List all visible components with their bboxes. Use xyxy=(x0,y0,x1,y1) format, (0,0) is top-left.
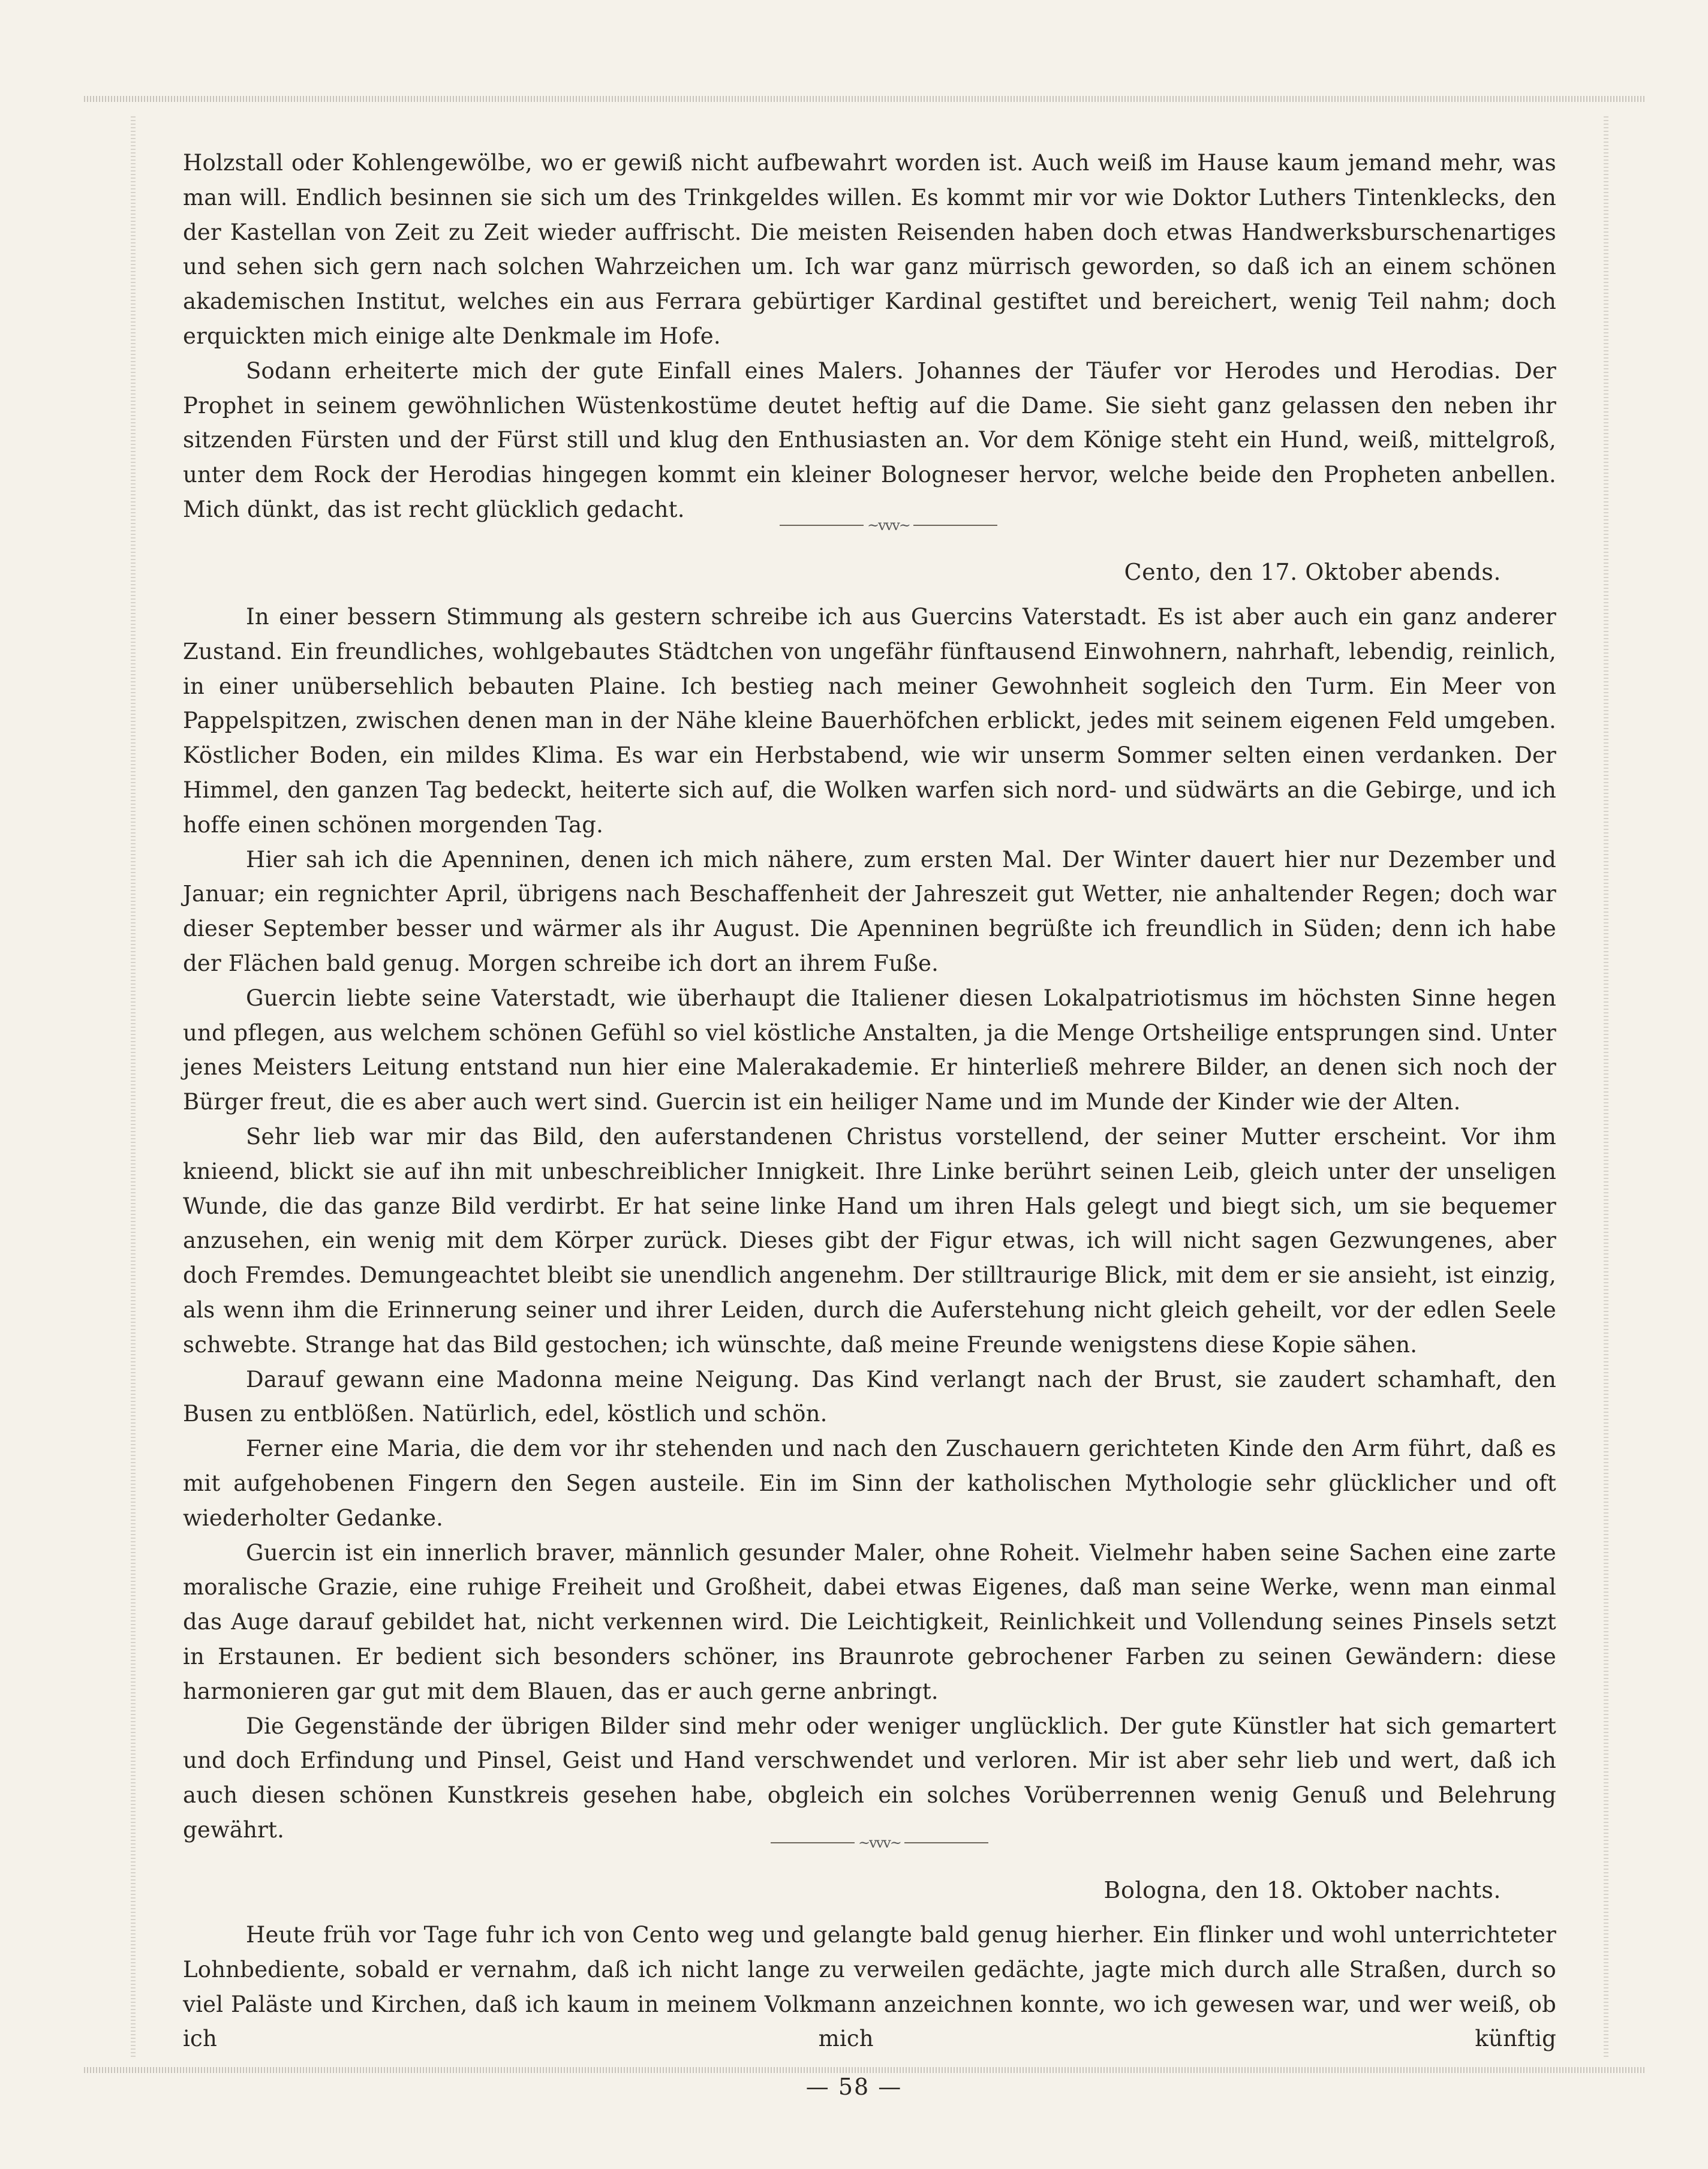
paragraph: In einer bessern Stimmung als gestern schreibe ich aus Guercins Vaterstadt. Es ist aber auch ein ganz anderer Zustand. Ein freundliches, wohlgebautes Städtchen von ungefähr fünftausend Einwohnern, nahrhaft, lebendig, reinlich, in einer unübersehlich bebauten Plaine. Ich bestieg nach meiner Gewohnheit sogleich den Turm. Ein Meer von Pappelspitzen, zwischen denen man in der Nähe kleine Bauerhöfchen erblickt, jedes mit seinem eigenen Feld umgeben. Köstlicher Boden, ein mildes Klima. Es war ein Herbstabend, wie wir unserm Sommer selten einen verdanken. Der Himmel, den ganzen Tag bedeckt, heiterte sich auf, die Wolken warfen sich nord- und südwärts an die Gebirge, und ich hoffe einen schönen morgenden Tag. xyxy=(183,604,1556,838)
paragraph: Sehr lieb war mir das Bild, den auferstandenen Christus vorstellend, der seiner Mutter erscheint. Vor ihm knieend, blickt sie auf ihn mit unbeschreiblicher Innigkeit. Ihre Linke berührt seinen Leib, gleich unter der unseligen Wunde, die das ganze Bild verdirbt. Er hat seine linke Hand um ihren Hals gelegt und biegt sich, um sie bequemer anzusehen, ein wenig mit dem Körper zurück. Dieses gibt der Figur etwas, ich will nicht sagen Gezwungenes, aber doch Fremdes. Demungeachtet bleibt sie unendlich angenehm. Der stilltraurige Blick, mit dem er sie ansieht, ist einzig, als wenn ihm die Erinnerung seiner und ihrer Leiden, durch die Auferstehung nicht gleich geheilt, vor der edlen Seele schwebte. Strange hat das Bild gestochen; ich wünschte, daß meine Freunde wenigstens diese Kopie sähen. xyxy=(183,1123,1556,1358)
page-number: — 58 — xyxy=(805,2074,903,2100)
divider-ornament: ~vvv~ xyxy=(858,1834,901,1851)
section-divider xyxy=(780,517,997,534)
left-border-rule xyxy=(131,114,136,2057)
section-divider xyxy=(771,1834,988,1851)
paragraph: Guercin liebte seine Vaterstadt, wie überhaupt die Italiener diesen Lokalpatriotismus im höchsten Sinne hegen und pflegen, aus welchem schönen Gefühl so viel köstliche Anstalten, ja die Menge Ortsheilige entsprungen sind. Unter jenes Meisters Leitung entstand nun hier eine Malerakademie. Er hinterließ mehrere Bilder, an denen sich noch der Bürger freut, die es aber auch wert sind. Guercin ist ein heiliger Name und im Munde der Kinder wie der Alten. xyxy=(183,985,1556,1115)
dateline-bologna: Bologna, den 18. Oktober nachts. xyxy=(1103,1877,1501,1903)
cento-section xyxy=(183,600,1556,1851)
divider-ornament: ~vvv~ xyxy=(867,517,910,534)
bologna-section xyxy=(183,1918,1556,2056)
paragraph: Heute früh vor Tage fuhr ich von Cento weg und gelangte bald genug hierher. Ein flinker und wohl unterrichteter Lohnbediente, sobald er vernahm, daß ich nicht lange zu verweilen gedächte, jagte mich durch alle Straßen, durch so viel Paläste und Kirchen, daß ich kaum in meinem Volkmann anzeichnen konnte, wo ich gewesen war, und wer weiß, ob ich mich künftig xyxy=(183,1922,1556,2052)
paragraph: Die Gegenstände der übrigen Bilder sind mehr oder weniger unglücklich. Der gute Künstler hat sich gemartert und doch Erfindung und Pinsel, Geist und Hand verschwendet und verloren. Mir ist aber sehr lieb und wert, daß ich auch diesen schönen Kunstkreis gesehen habe, obgleich ein solches Vorüberrennen wenig Genuß und Belehrung gewährt. xyxy=(183,1713,1556,1843)
dateline-cento: Cento, den 17. Oktober abends. xyxy=(1124,559,1501,585)
paragraph: Holzstall oder Kohlengewölbe, wo er gewiß nicht aufbewahrt worden ist. Auch weiß im Hause kaum jemand mehr, was man will. Endlich besinnen sie sich um des Trinkgeldes willen. Es kommt mir vor wie Doktor Luthers Tintenklecks, den der Kastellan von Zeit zu Zeit wieder auffrischt. Die meisten Reisenden haben doch etwas Handwerksburschenartiges und sehen sich gern nach solchen Wahrzeichen um. Ich war ganz mürrisch geworden, so daß ich an einem schönen akademischen Institut, welches ein aus Ferrara gebürtiger Kardinal gestiftet und bereichert, wenig Teil nahm; doch erquickten mich einige alte Denkmale im Hofe. xyxy=(183,150,1556,349)
bottom-ornamental-rule xyxy=(84,2067,1646,2073)
paragraph: Guercin ist ein innerlich braver, männlich gesunder Maler, ohne Roheit. Vielmehr haben seine Sachen eine zarte moralische Grazie, eine ruhige Freiheit und Großheit, dabei etwas Eigenes, daß man seine Werke, wenn man einmal das Auge darauf gebildet hat, nicht verkennen wird. Die Leichtigkeit, Reinlichkeit und Vollendung seines Pinsels setzt in Erstaunen. Er bedient sich besonders schöner, ins Braunrote gebrochener Farben zu seinen Gewändern: diese harmonieren gar gut mit dem Blauen, das er auch gerne anbringt. xyxy=(183,1539,1556,1704)
top-ornamental-rule xyxy=(84,96,1646,102)
paragraph: Ferner eine Maria, die dem vor ihr stehenden und nach den Zuschauern gerichteten Kinde den Arm führt, daß es mit aufgehobenen Fingern den Segen austeile. Ein im Sinn der katholischen Mythologie sehr glücklicher und oft wiederholter Gedanke. xyxy=(183,1436,1556,1531)
top-section xyxy=(183,146,1556,527)
paragraph: Sodann erheiterte mich der gute Einfall eines Malers. Johannes der Täufer vor Herodes und Herodias. Der Prophet in seinem gewöhnlichen Wüstenkostüme deutet heftig auf die Dame. Sie sieht ganz gelassen den neben ihr sitzenden Fürsten und der Fürst still und klug den Enthusiasten an. Vor dem Könige steht ein Hund, weiß, mittelgroß, unter dem Rock der Herodias hingegen kommt ein kleiner Bologneser hervor, welche beide den Propheten anbellen. Mich dünkt, das ist recht glücklich gedacht. xyxy=(183,357,1556,522)
paragraph: Hier sah ich die Apenninen, denen ich mich nähere, zum ersten Mal. Der Winter dauert hier nur Dezember und Januar; ein regnichter April, übrigens nach Beschaffenheit der Jahreszeit gut Wetter, nie anhaltender Regen; doch war dieser September besser und wärmer als ihr August. Die Apenninen begrüßte ich freundlich in Süden; denn ich habe der Flächen bald genug. Morgen schreibe ich dort an ihrem Fuße. xyxy=(183,846,1556,976)
right-border-rule xyxy=(1604,114,1608,2057)
paragraph: Darauf gewann eine Madonna meine Neigung. Das Kind verlangt nach der Brust, sie zaudert schamhaft, den Busen zu entblößen. Natürlich, edel, köstlich und schön. xyxy=(183,1366,1556,1427)
